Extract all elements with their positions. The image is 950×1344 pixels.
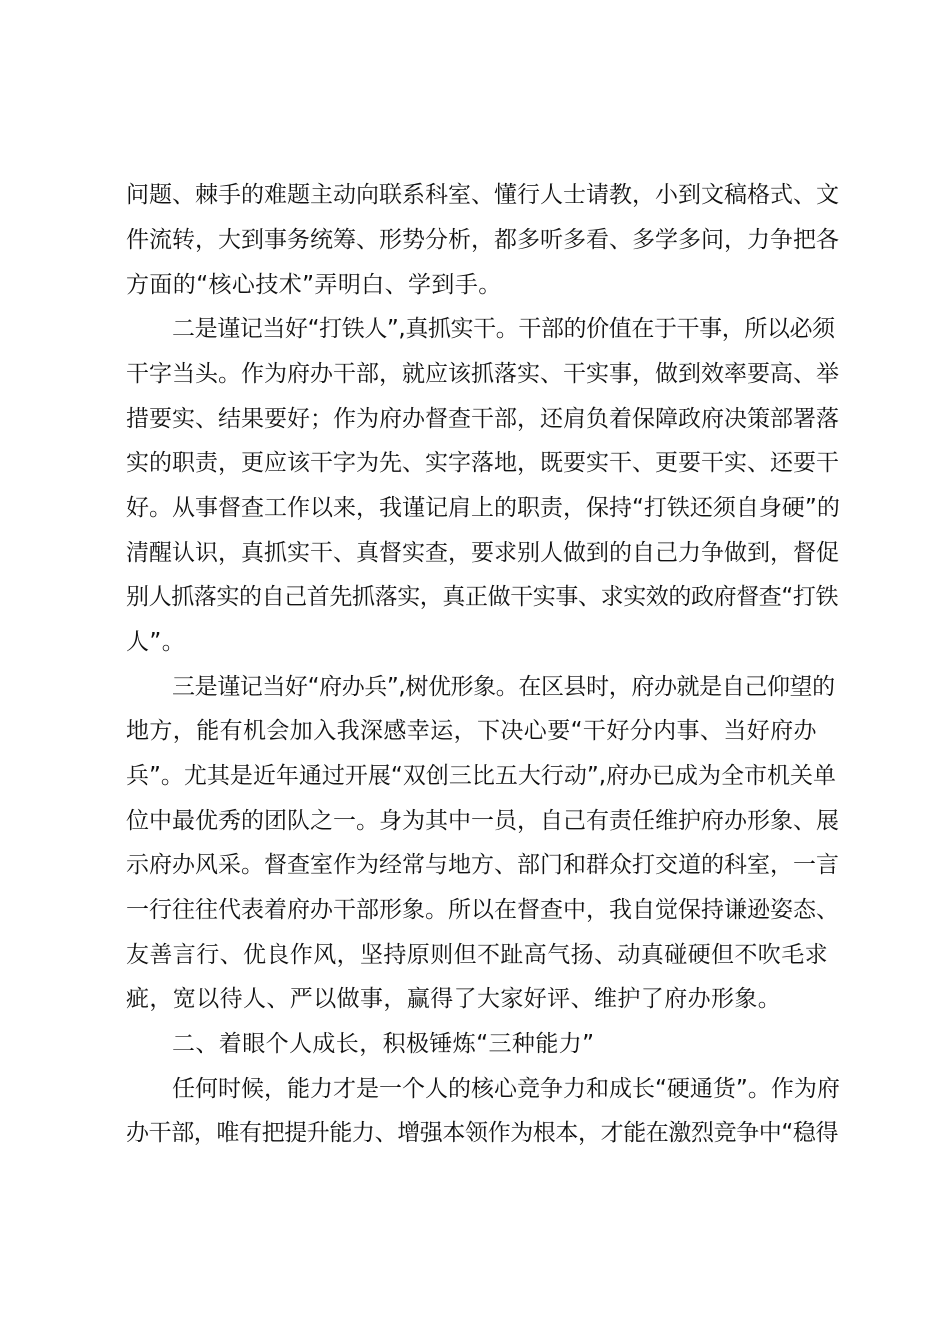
section-heading: 二、着眼个人成长，积极锤炼“三种能力”: [172, 1031, 595, 1057]
text-line: 问题、棘手的难题主动向联系科室、懂行人士请教，小到文稿格式、文: [126, 182, 839, 208]
text-line: 友善言行、优良作风，坚持原则但不趾高气扬、动真碰硬但不吹毛求: [126, 942, 828, 968]
text-line: 好。从事督查工作以来，我谨记肩上的职责，保持“打铁还须自身硬”的: [126, 495, 840, 521]
paragraph-first-line: 三是谨记当好“府办兵”,树优形象。在区县时，府办就是自己仰望的: [172, 674, 835, 700]
text-line: 一行往往代表着府办干部形象。所以在督查中，我自觉保持谦逊姿态、: [126, 897, 839, 923]
text-line: 干字当头。作为府办干部，就应该抓落实、干实事，做到效率要高、举: [126, 361, 839, 387]
text-line: 疵，宽以待人、严以做事，赢得了大家好评、维护了府办形象。: [126, 986, 782, 1012]
text-line: 兵”。尤其是近年通过开展“双创三比五大行动”,府办已成为全市机关单: [126, 763, 837, 789]
paragraph-first-line: 二是谨记当好“打铁人”,真抓实干。干部的价值在于干事，所以必须: [172, 316, 835, 342]
text-line: 别人抓落实的自己首先抓落实，真正做干实事、求实效的政府督查“打铁: [126, 584, 839, 610]
text-line: 实的职责，更应该干字为先、实字落地，既要实干、更要干实、还要干: [126, 450, 839, 476]
text-line: 方面的“核心技术”弄明白、学到手。: [126, 272, 502, 298]
text-line: 人”。: [126, 629, 186, 655]
paragraph-first-line: 任何时候，能力才是一个人的核心竞争力和成长“硬通货”。作为府: [172, 1076, 840, 1102]
text-line: 办干部，唯有把提升能力、增强本领作为根本，才能在激烈竞争中“稳得: [126, 1120, 839, 1146]
text-line: 地方，能有机会加入我深感幸运，下决心要“干好分内事、当好府办: [126, 718, 817, 744]
text-line: 件流转，大到事务统筹、形势分析，都多听多看、多学多问，力争把各: [126, 227, 839, 253]
text-line: 示府办风采。督查室作为经常与地方、部门和群众打交道的科室，一言: [126, 852, 839, 878]
text-line: 清醒认识，真抓实干、真督实查，要求别人做到的自己力争做到，督促: [126, 540, 839, 566]
text-line: 措要实、结果要好；作为府办督查干部，还肩负着保障政府决策部署落: [126, 406, 839, 432]
text-line: 位中最优秀的团队之一。身为其中一员，自己有责任维护府办形象、展: [126, 808, 839, 834]
